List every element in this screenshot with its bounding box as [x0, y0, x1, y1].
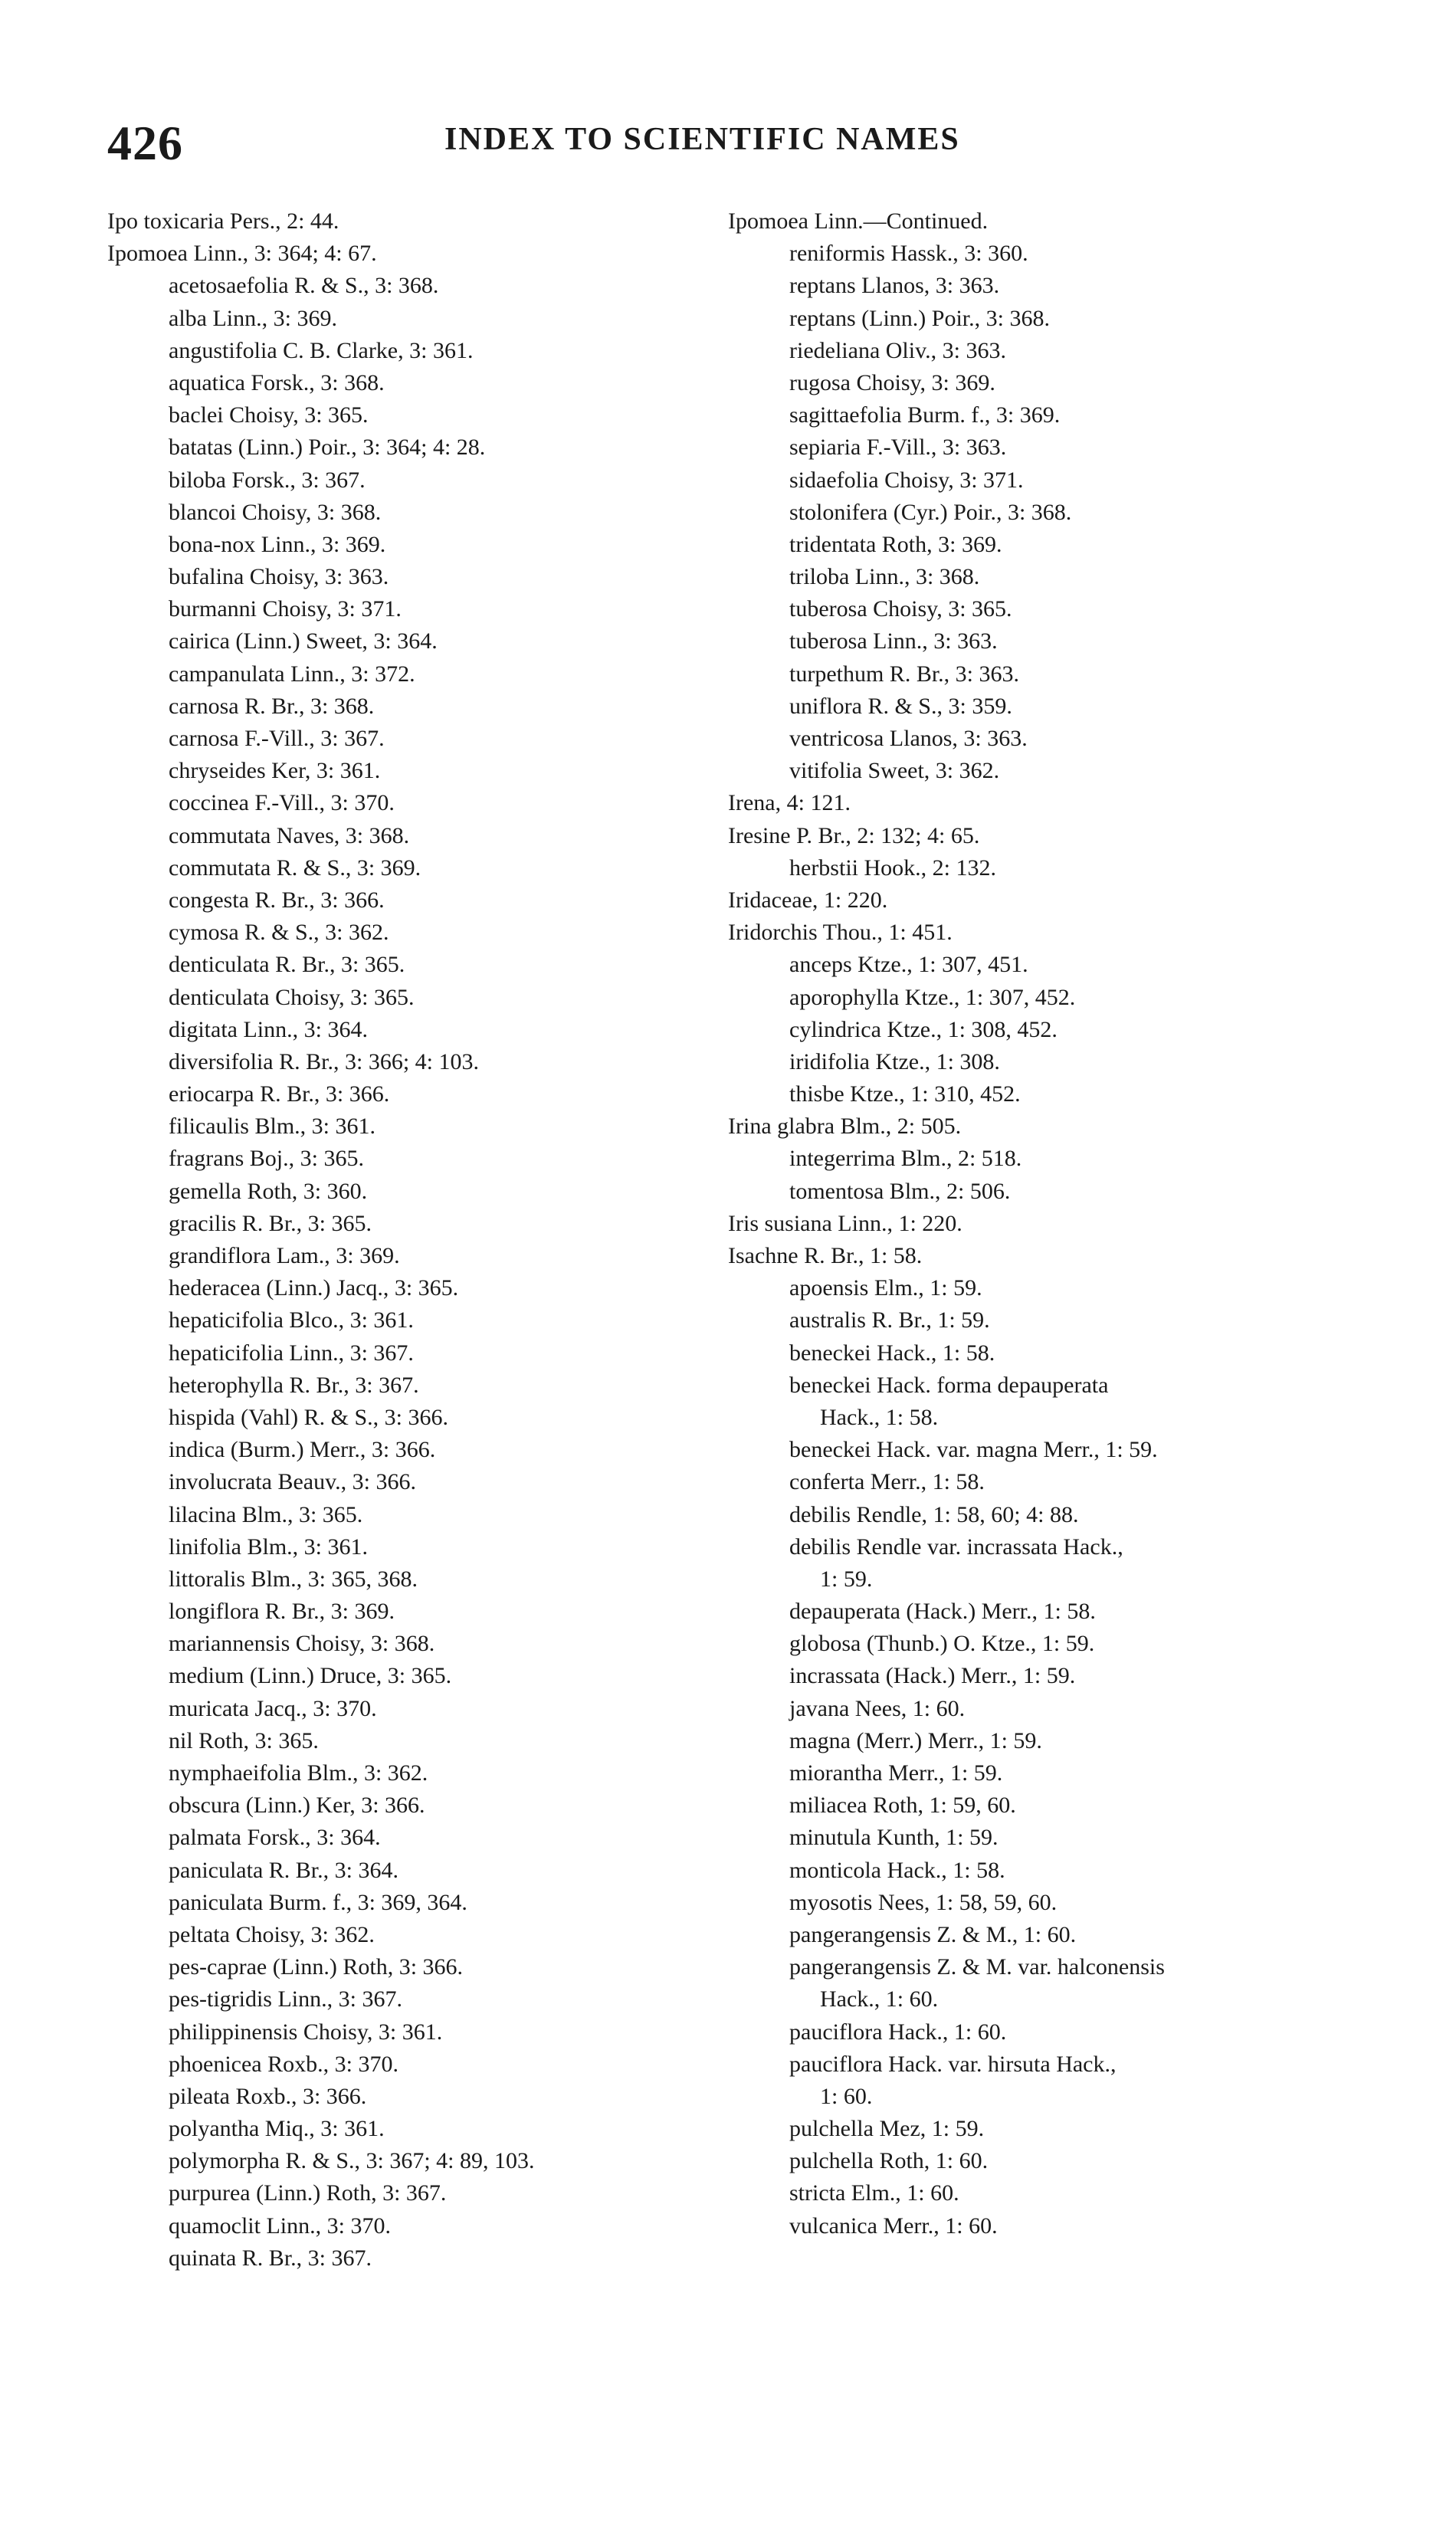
index-entry: gracilis R. Br., 3: 365.: [169, 1210, 372, 1236]
index-entry: Iridorchis Thou., 1: 451.: [728, 920, 953, 946]
index-entry: carnosa F.-Vill., 3: 367.: [169, 726, 385, 751]
index-entry: quamoclit Linn., 3: 370.: [169, 2212, 391, 2239]
index-entry: paniculata Burm. f., 3: 369, 364.: [169, 1889, 467, 1915]
index-entry: diversifolia R. Br., 3: 366; 4: 103.: [169, 1048, 479, 1074]
index-entry: alba Linn., 3: 369.: [169, 305, 337, 331]
index-entry: sidaefolia Choisy, 3: 371.: [789, 467, 1024, 493]
index-entry: pes-tigridis Linn., 3: 367.: [169, 1986, 402, 2012]
index-entry: beneckei Hack. forma depauperata: [789, 1372, 1109, 1398]
index-entry: mariannensis Choisy, 3: 368.: [169, 1631, 435, 1657]
index-entry: medium (Linn.) Druce, 3: 365.: [169, 1663, 452, 1689]
index-entry: carnosa R. Br., 3: 368.: [169, 693, 375, 719]
index-entry: pulchella Roth, 1: 60.: [789, 2148, 989, 2174]
index-entry: filicaulis Blm., 3: 361.: [169, 1114, 375, 1140]
index-entry: blancoi Choisy, 3: 368.: [169, 499, 382, 525]
page-number: 426: [107, 116, 183, 170]
index-entry: denticulata Choisy, 3: 365.: [169, 984, 415, 1010]
index-entry: stricta Elm., 1: 60.: [789, 2180, 959, 2206]
index-entry: chryseides Ker, 3: 361.: [169, 758, 381, 784]
index-entry: denticulata R. Br., 3: 365.: [169, 952, 405, 978]
index-entry: muricata Jacq., 3: 370.: [169, 1695, 377, 1721]
index-entry: gemella Roth, 3: 360.: [169, 1178, 368, 1204]
index-entry: longiflora R. Br., 3: 369.: [169, 1599, 395, 1625]
index-entry: palmata Forsk., 3: 364.: [169, 1825, 381, 1851]
index-entry: Ipo toxicaria Pers., 2: 44.: [107, 208, 339, 234]
index-entry: Irina glabra Blm., 2: 505.: [728, 1114, 962, 1140]
index-entry: indica (Burm.) Merr., 3: 366.: [169, 1437, 436, 1463]
index-entry: tomentosa Blm., 2: 506.: [789, 1178, 1011, 1204]
index-entry: herbstii Hook., 2: 132.: [789, 854, 996, 881]
index-entry: reptans Llanos, 3: 363.: [789, 273, 1000, 299]
index-entry: Ipomoea Linn., 3: 364; 4: 67.: [107, 241, 377, 267]
index-entry: Iridaceae, 1: 220.: [728, 887, 888, 913]
index-entry: pauciflora Hack., 1: 60.: [789, 2019, 1007, 2045]
index-entry: integerrima Blm., 2: 518.: [789, 1146, 1022, 1172]
index-entry: campanulata Linn., 3: 372.: [169, 661, 415, 687]
index-entry: coccinea F.-Vill., 3: 370.: [169, 790, 395, 816]
index-entry: tridentata Roth, 3: 369.: [789, 531, 1002, 557]
index-entry: quinata R. Br., 3: 367.: [169, 2245, 372, 2271]
left-column: [107, 205, 705, 2275]
index-entry: myosotis Nees, 1: 58, 59, 60.: [789, 1889, 1058, 1915]
index-entry: bufalina Choisy, 3: 363.: [169, 564, 389, 590]
index-entry: pes-caprae (Linn.) Roth, 3: 366.: [169, 1954, 464, 1980]
index-entry: littoralis Blm., 3: 365, 368.: [169, 1566, 418, 1592]
index-entry: peltata Choisy, 3: 362.: [169, 1921, 375, 1947]
index-entry: Iresine P. Br., 2: 132; 4: 65.: [728, 822, 980, 848]
index-entry: phoenicea Roxb., 3: 370.: [169, 2051, 398, 2077]
index-entry: cylindrica Ktze., 1: 308, 452.: [789, 1016, 1058, 1042]
index-entry: pulchella Mez, 1: 59.: [789, 2116, 985, 2142]
index-entry: vitifolia Sweet, 3: 362.: [789, 758, 1000, 784]
index-entry: javana Nees, 1: 60.: [789, 1695, 966, 1721]
index-entry: burmanni Choisy, 3: 371.: [169, 596, 402, 622]
index-entry: reniformis Hassk., 3: 360.: [789, 241, 1028, 267]
running-head: INDEX TO SCIENTIFIC NAMES: [444, 122, 960, 157]
index-entry: paniculata R. Br., 3: 364.: [169, 1857, 398, 1883]
index-entry: nymphaeifolia Blm., 3: 362.: [169, 1760, 428, 1786]
index-entry: eriocarpa R. Br., 3: 366.: [169, 1081, 390, 1107]
index-entry: anceps Ktze., 1: 307, 451.: [789, 952, 1028, 978]
index-entry: heterophylla R. Br., 3: 367.: [169, 1372, 419, 1398]
index-entry: congesta R. Br., 3: 366.: [169, 887, 385, 913]
index-entry: globosa (Thunb.) O. Ktze., 1: 59.: [789, 1631, 1095, 1657]
index-entry: 1: 59.: [820, 1566, 873, 1592]
index-entry: riedeliana Oliv., 3: 363.: [789, 337, 1006, 363]
index-entry: grandiflora Lam., 3: 369.: [169, 1243, 400, 1268]
index-entry: pileata Roxb., 3: 366.: [169, 2083, 367, 2109]
index-entry: stolonifera (Cyr.) Poir., 3: 368.: [789, 499, 1072, 525]
index-entry: acetosaefolia R. & S., 3: 368.: [169, 273, 439, 299]
index-entry: Irena, 4: 121.: [728, 790, 851, 816]
index-entry: baclei Choisy, 3: 365.: [169, 402, 369, 428]
index-entry: beneckei Hack. var. magna Merr., 1: 59.: [789, 1437, 1158, 1463]
index-entry: purpurea (Linn.) Roth, 3: 367.: [169, 2180, 447, 2206]
index-entry: Iris susiana Linn., 1: 220.: [728, 1210, 962, 1236]
index-entry: aquatica Forsk., 3: 368.: [169, 369, 385, 395]
index-entry: nil Roth, 3: 365.: [169, 1727, 319, 1753]
index-entry: triloba Linn., 3: 368.: [789, 564, 980, 590]
index-entry: uniflora R. & S., 3: 359.: [789, 693, 1012, 719]
index-entry: commutata R. & S., 3: 369.: [169, 854, 421, 881]
index-entry: lilacina Blm., 3: 365.: [169, 1501, 363, 1527]
index-entry: hederacea (Linn.) Jacq., 3: 365.: [169, 1275, 459, 1301]
index-entry: vulcanica Merr., 1: 60.: [789, 2212, 998, 2239]
index-entry: biloba Forsk., 3: 367.: [169, 467, 366, 493]
index-entry: hispida (Vahl) R. & S., 3: 366.: [169, 1404, 448, 1430]
index-entry: angustifolia C. B. Clarke, 3: 361.: [169, 337, 474, 363]
index-entry: involucrata Beauv., 3: 366.: [169, 1469, 416, 1495]
index-entry: magna (Merr.) Merr., 1: 59.: [789, 1727, 1042, 1753]
index-entry: debilis Rendle var. incrassata Hack.,: [789, 1533, 1123, 1560]
index-entry: rugosa Choisy, 3: 369.: [789, 369, 995, 395]
index-entry: beneckei Hack., 1: 58.: [789, 1340, 995, 1366]
index-entry: linifolia Blm., 3: 361.: [169, 1533, 368, 1560]
index-entry: pauciflora Hack. var. hirsuta Hack.,: [789, 2051, 1117, 2077]
index-entry: conferta Merr., 1: 58.: [789, 1469, 985, 1495]
right-column: [728, 205, 1326, 2242]
index-entry: polymorpha R. & S., 3: 367; 4: 89, 103.: [169, 2148, 535, 2174]
index-entry: reptans (Linn.) Poir., 3: 368.: [789, 305, 1050, 331]
index-entry: australis R. Br., 1: 59.: [789, 1307, 990, 1333]
index-entry: minutula Kunth, 1: 59.: [789, 1825, 999, 1851]
index-entry: 1: 60.: [820, 2083, 873, 2109]
index-entry: debilis Rendle, 1: 58, 60; 4: 88.: [789, 1501, 1079, 1527]
index-entry: sepiaria F.-Vill., 3: 363.: [789, 435, 1007, 461]
index-entry: depauperata (Hack.) Merr., 1: 58.: [789, 1599, 1096, 1625]
index-entry: Isachne R. Br., 1: 58.: [728, 1243, 923, 1268]
index-entry: tuberosa Linn., 3: 363.: [789, 628, 998, 654]
index-entry: pangerangensis Z. & M., 1: 60.: [789, 1921, 1077, 1947]
index-entry: turpethum R. Br., 3: 363.: [789, 661, 1019, 687]
index-entry: miliacea Roth, 1: 59, 60.: [789, 1793, 1016, 1819]
index-entry: Hack., 1: 60.: [820, 1986, 939, 2012]
index-entry: tuberosa Choisy, 3: 365.: [789, 596, 1012, 622]
index-entry: philippinensis Choisy, 3: 361.: [169, 2019, 443, 2045]
index-entry: miorantha Merr., 1: 59.: [789, 1760, 1003, 1786]
index-entry: Hack., 1: 58.: [820, 1404, 939, 1430]
index-entry: sagittaefolia Burm. f., 3: 369.: [789, 402, 1061, 428]
index-entry: apoensis Elm., 1: 59.: [789, 1275, 982, 1301]
index-entry: thisbe Ktze., 1: 310, 452.: [789, 1081, 1021, 1107]
index-entry: Ipomoea Linn.—Continued.: [728, 208, 989, 234]
index-entry: obscura (Linn.) Ker, 3: 366.: [169, 1793, 425, 1819]
index-entry: incrassata (Hack.) Merr., 1: 59.: [789, 1663, 1076, 1689]
index-entry: monticola Hack., 1: 58.: [789, 1857, 1005, 1883]
index-entry: cymosa R. & S., 3: 362.: [169, 920, 389, 946]
index-entry: iridifolia Ktze., 1: 308.: [789, 1048, 1000, 1074]
index-entry: batatas (Linn.) Poir., 3: 364; 4: 28.: [169, 435, 486, 461]
index-entry: hepaticifolia Blco., 3: 361.: [169, 1307, 414, 1333]
index-entry: polyantha Miq., 3: 361.: [169, 2116, 385, 2142]
index-entry: commutata Naves, 3: 368.: [169, 822, 410, 848]
index-entry: aporophylla Ktze., 1: 307, 452.: [789, 984, 1076, 1010]
index-entry: ventricosa Llanos, 3: 363.: [789, 726, 1028, 751]
index-entry: digitata Linn., 3: 364.: [169, 1016, 368, 1042]
index-entry: pangerangensis Z. & M. var. halconensis: [789, 1954, 1165, 1980]
index-entry: hepaticifolia Linn., 3: 367.: [169, 1340, 414, 1366]
index-entry: fragrans Boj., 3: 365.: [169, 1146, 364, 1172]
index-entry: bona-nox Linn., 3: 369.: [169, 531, 386, 557]
index-entry: cairica (Linn.) Sweet, 3: 364.: [169, 628, 438, 654]
